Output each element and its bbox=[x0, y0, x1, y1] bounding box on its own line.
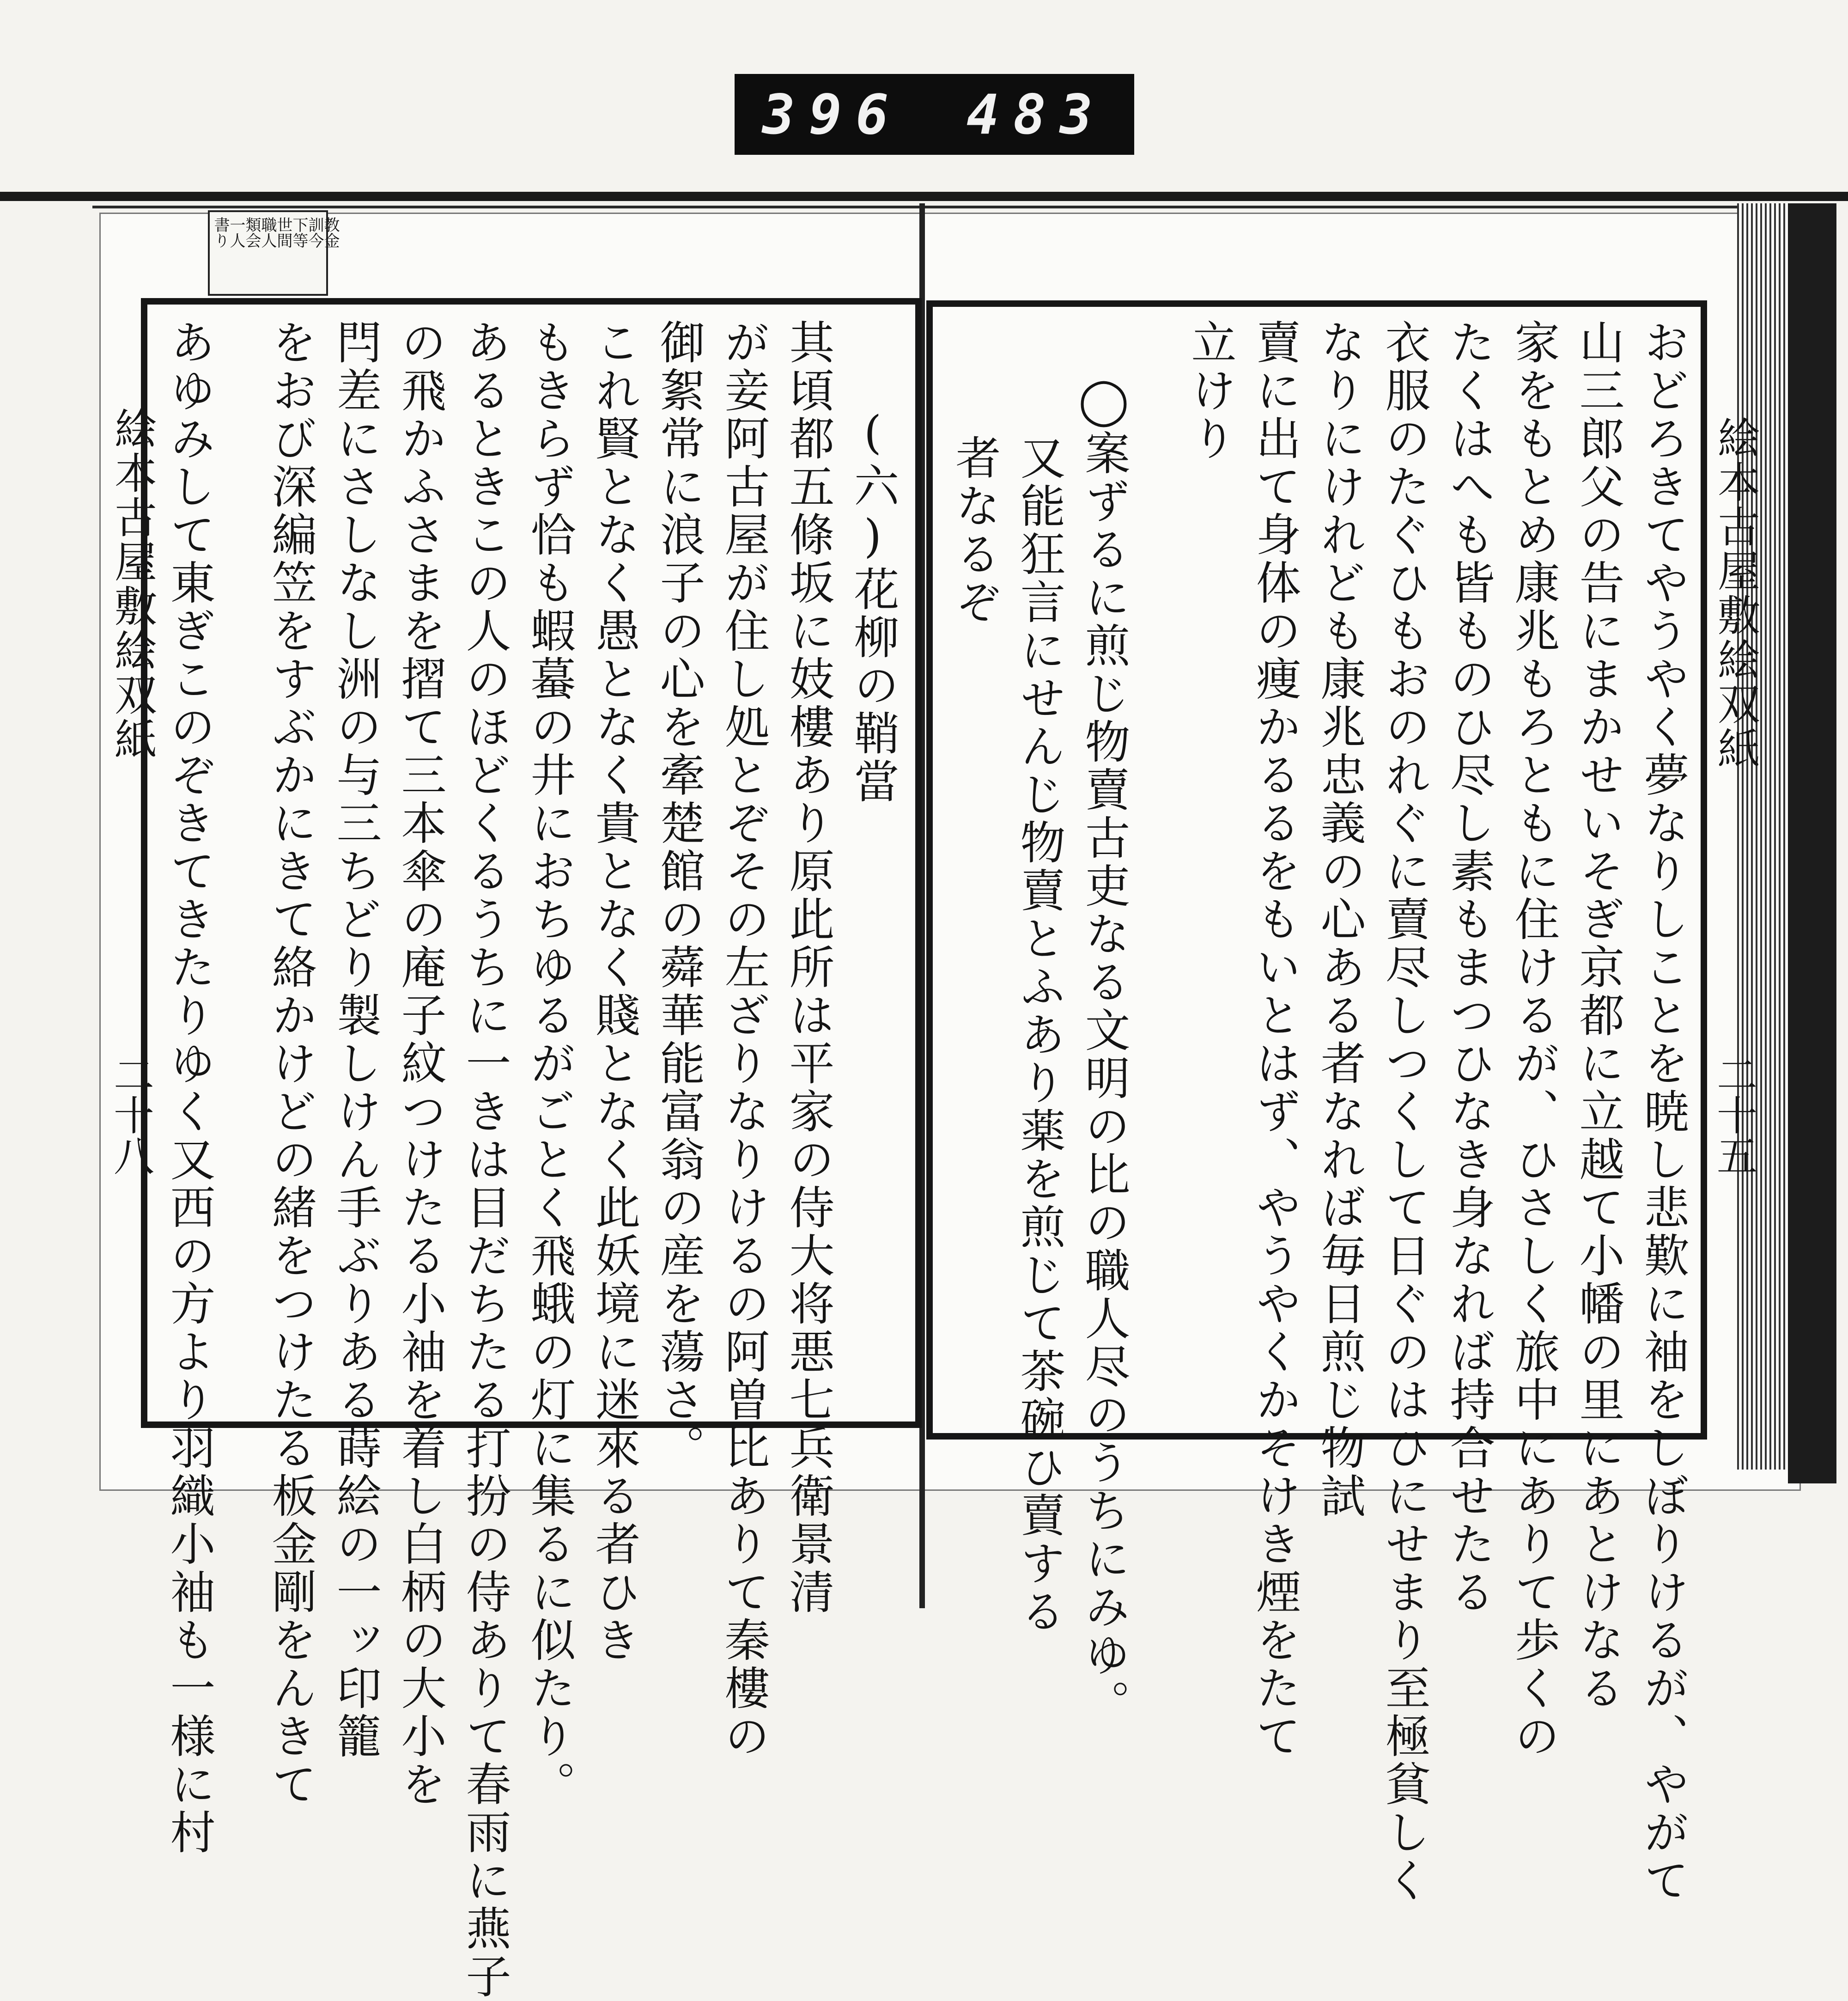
right-column: 衣服のたぐひもおのれぐに賣尽しつくして日ぐのはひにせまり至極貧しく bbox=[1378, 319, 1430, 1905]
stamp-line: 書り bbox=[211, 217, 230, 248]
right-column: たくはへも皆ものひ尽し素もまつひなき身なれば持合せたる bbox=[1442, 319, 1495, 1617]
left-page-folio: 二十八 bbox=[107, 1054, 155, 1176]
right-page-runner: 絵本古屋敷絵双紙 bbox=[1711, 416, 1760, 771]
left-column: 閂差にさしなし洲の与三ちどり製しけん手ぶりある蒔絵の一ッ印籠 bbox=[329, 319, 382, 1761]
film-number-right: 483 bbox=[966, 82, 1106, 146]
stamp-line: 教金 bbox=[321, 217, 340, 248]
stamp-line: 訓今 bbox=[305, 217, 324, 248]
left-column: もきらず恰も蝦蟇の井におちゆるがごとく飛蛾の灯に集るに似たり。 bbox=[523, 319, 576, 1809]
stamp-line: 世間 bbox=[274, 217, 292, 248]
right-column: なりにけれども康兆忠義の心ある者なれば毎日煎じ物試 bbox=[1313, 319, 1366, 1520]
stamp-line: 下等 bbox=[290, 217, 308, 248]
top-edge-rule-secondary bbox=[92, 206, 1820, 208]
right-column-note: ◯案ずるに煎じ物賣古吏なる文明の比の職人尽のうちにみゆ。 bbox=[1077, 374, 1130, 1727]
left-column: の飛かふさまを摺て三本傘の庵子紋つけたる小袖を着し白柄の大小を bbox=[394, 319, 446, 1809]
right-column: 山三郎父の告にまかせいそぎ京都に立越て小幡の里にあとけなる bbox=[1572, 319, 1624, 1713]
left-column: 御絮常に浪子の心を牽楚館の蕣華能富翁の産を蕩さ。 bbox=[652, 319, 705, 1472]
left-page-runner: 絵本古屋敷絵双紙 bbox=[108, 407, 157, 762]
stamp-line: 一人 bbox=[227, 217, 245, 248]
stamp-line: 類会 bbox=[243, 217, 261, 248]
right-column: 家をもとめ康兆もろともに住けるが、ひさしく旅中にありて歩くの bbox=[1507, 319, 1560, 1761]
right-page-folio: 二十五 bbox=[1710, 1054, 1758, 1176]
left-column: あゆみして東ぎこのぞきてきたりゆく又西の方より羽織小袖も一様に村 bbox=[163, 319, 215, 1857]
right-column: 立けり bbox=[1184, 319, 1236, 463]
right-column: 賣に出て身体の痩かるるをもいとはず、やうやくかそけき煙をたて bbox=[1248, 319, 1301, 1761]
left-column: 其頃都五條坂に妓樓あり原此所は平家の侍大将悪七兵衛景清 bbox=[782, 319, 834, 1617]
right-column-note: 又能狂言にせんじ物賣とふあり薬を煎じて茶碗ひ賣する bbox=[1013, 434, 1065, 1636]
film-frame-label bbox=[735, 74, 1134, 155]
stamp-line: 職人 bbox=[258, 217, 277, 248]
left-column: が妾阿古屋が住し処とぞその左ざりなりけるの阿曽比ありて秦樓の bbox=[717, 319, 770, 1761]
library-stamp bbox=[208, 210, 340, 296]
right-column: おどろきてやうやく夢なりしことを暁し悲歎に袖をしぼりけるが、やがて bbox=[1636, 319, 1689, 1905]
right-column-note: 者なるぞ bbox=[948, 434, 1001, 627]
film-number-left: 396 bbox=[762, 82, 903, 146]
top-edge-rule bbox=[0, 192, 1848, 201]
book-cover-edge bbox=[1788, 203, 1836, 1483]
left-column-heading: (六)花柳の鞘當 bbox=[846, 407, 899, 806]
left-column: これ賢となく愚となく貴となく賤となく此妖境に迷來る者ひき bbox=[588, 319, 640, 1665]
left-column: をおび深編笠をすぶかにきて絡かけどの緒をつけたる板金剛をんきて bbox=[264, 319, 317, 1809]
left-column: あるときこの人のほどくるうちに一きは目だちたる打扮の侍ありて春雨に燕子 bbox=[458, 319, 511, 2001]
